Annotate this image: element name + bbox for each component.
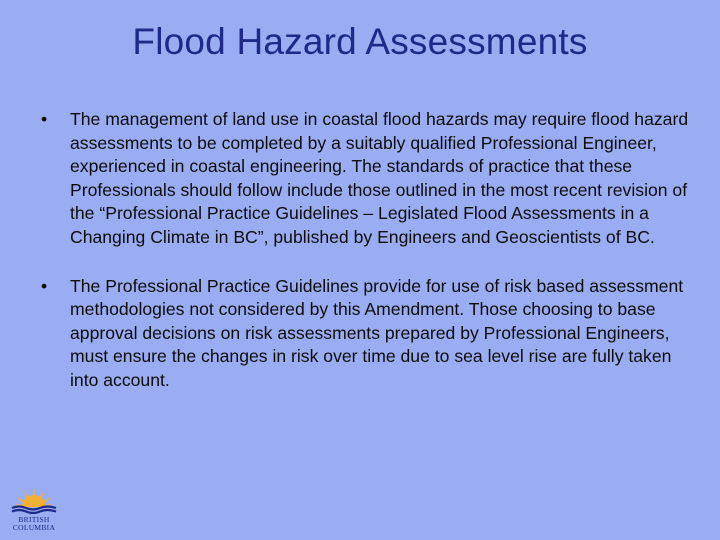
logo-text-british: BRITISH: [18, 515, 50, 524]
bullet-text: The Professional Practice Guidelines provide for use of risk based assessment methodologies not considered by this Amendment. Those choosing to base approval decisions on risk assessments prepared by Professional Engineers, must ensure the changes in risk over time due to sea level rise are fully taken into account.: [70, 275, 684, 390]
bullet-item: [32, 275, 696, 393]
sun-waves-icon: [6, 484, 62, 514]
bullet-marker: •: [41, 109, 48, 129]
bullet-text: The management of land use in coastal flood hazards may require flood hazard assessments to be completed by a suitably qualified Professional Engineer, experienced in coastal engineering. The standards of practice that these Professionals should follow include those outlined in the most recent revision of the “Professional Practice Guidelines – Legislated Flood Assessments in a Changing Climate in BC”, published by Engineers and Geoscientists of BC.: [70, 109, 689, 247]
bullet-list: [32, 108, 696, 393]
bullet-item: [32, 108, 696, 250]
bc-logo: [6, 484, 62, 534]
bullet-marker: •: [41, 275, 48, 296]
logo-text-columbia: COLUMBIA: [12, 523, 56, 532]
slide-title: Flood Hazard Assessments: [132, 21, 588, 62]
